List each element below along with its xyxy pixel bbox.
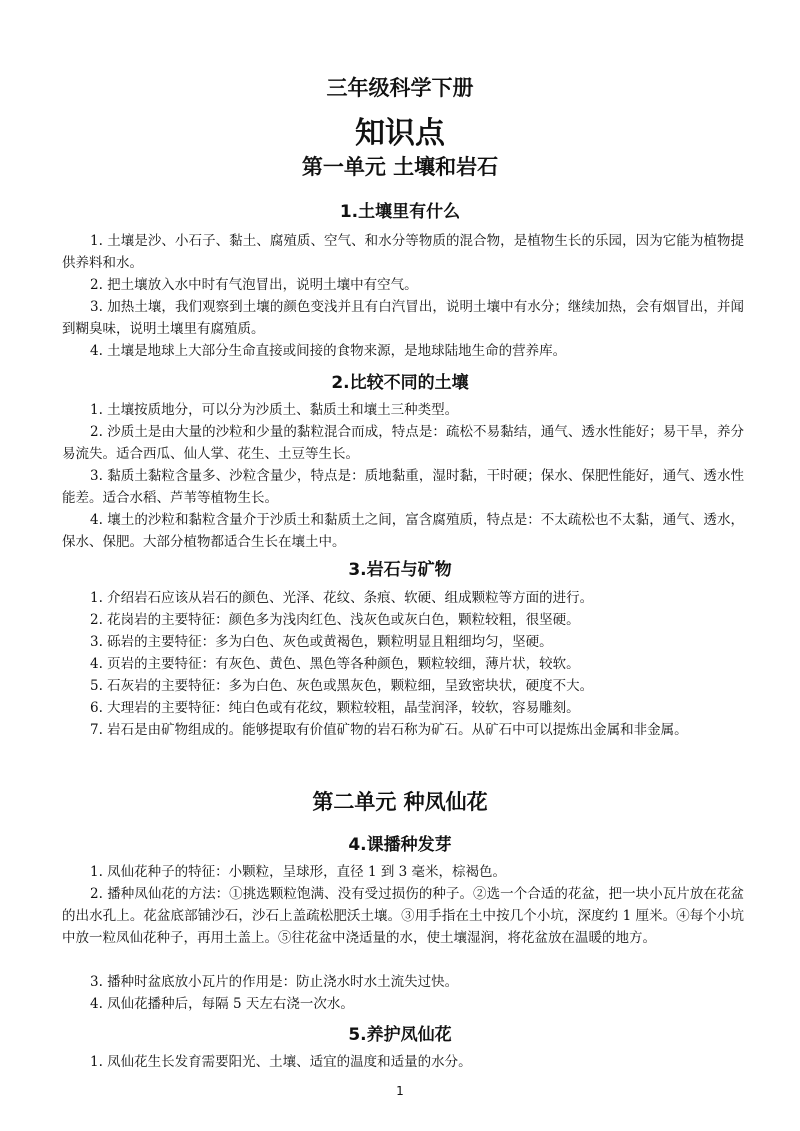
lesson1-heading: 1.土壤里有什么 <box>339 202 461 222</box>
lesson4-item-3: 3. 播种时盆底放小瓦片的作用是：防止浇水时水土流失过快。 <box>90 974 459 990</box>
lesson1-item-1: 1. 土壤是沙、小石子、黏土、腐殖质、空气、和水分等物质的混合物，是植物生长的乐园，因为它能为植物提供养料和水。 <box>62 233 744 271</box>
lesson4-item-1: 1. 凤仙花种子的特征：小颗粒，呈球形，直径 1 到 3 毫米，棕褐色。 <box>90 864 507 880</box>
lesson1-item-4: 4. 土壤是地球上大部分生命直接或间接的食物来源，是地球陆地生命的营养库。 <box>90 343 567 359</box>
lesson3-item-7: 7. 岩石是由矿物组成的。能够提取有价值矿物的岩石称为矿石。从矿石中可以提炼出金属和非金属。 <box>90 722 688 738</box>
lesson1-item-2: 2. 把土壤放入水中时有气泡冒出，说明土壤中有空气。 <box>90 277 418 293</box>
lesson3-heading: 3.岩石与矿物 <box>348 560 452 580</box>
lesson2-heading: 2.比较不同的土壤 <box>331 373 469 393</box>
lesson3-item-4: 4. 页岩的主要特征：有灰色、黄色、黑色等各种颜色，颗粒较细，薄片状，较软。 <box>90 656 580 672</box>
lesson2-item-3: 3. 黏质土黏粒含量多、沙粒含量少，特点是：质地黏重，湿时黏，干时硬；保水、保肥性能好，通气、透水性能差。适合水稻、芦苇等植物生长。 <box>62 468 744 506</box>
unit1-heading: 第一单元 土壤和岩石 <box>301 155 499 179</box>
lesson1-item-3: 3. 加热土壤，我们观察到土壤的颜色变浅并且有白汽冒出，说明土壤中有水分；继续加热，会有烟冒出，并闻到糊臭味，说明土壤里有腐殖质。 <box>62 299 744 337</box>
lesson3-item-3: 3. 砾岩的主要特征：多为白色、灰色或黄褐色，颗粒明显且粗细均匀，坚硬。 <box>90 634 553 650</box>
lesson4-heading: 4.课播种发芽 <box>348 835 452 855</box>
lesson4-item-2: 2. 播种凤仙花的方法：①挑选颗粒饱满、没有受过损伤的种子。②选一个合适的花盆，把一块小瓦片放在花盆的出水孔上。花盆底部铺沙石，沙石上盖疏松肥沃土壤。③用手指在土中按几个小坑，深度约 1 厘米。④每个小坑中放一粒凤仙花种子，再用土盖上。⑤往花盆中浇适量的水，使土壤湿润，将花盆放在温暖的地方。 <box>62 886 744 946</box>
document-title: 三年级科学下册 <box>326 76 474 100</box>
unit2-heading: 第二单元 种凤仙花 <box>312 790 488 814</box>
lesson2-item-1: 1. 土壤按质地分，可以分为沙质土、黏质土和壤土三种类型。 <box>90 402 459 418</box>
lesson5-heading: 5.养护凤仙花 <box>348 1025 452 1045</box>
lesson3-item-6: 6. 大理岩的主要特征：纯白色或有花纹，颗粒较粗，晶莹润泽，较软，容易雕刻。 <box>90 700 580 716</box>
document-subtitle: 知识点 <box>355 116 445 151</box>
lesson3-item-1: 1. 介绍岩石应该从岩石的颜色、光泽、花纹、条痕、软硬、组成颗粒等方面的进行。 <box>90 590 594 606</box>
lesson3-item-5: 5. 石灰岩的主要特征：多为白色、灰色或黑灰色，颗粒细，呈致密块状，硬度不大。 <box>90 678 594 694</box>
lesson2-item-2: 2. 沙质土是由大量的沙粒和少量的黏粒混合而成，特点是：疏松不易黏结，通气、透水性能好；易干旱，养分易流失。适合西瓜、仙人掌、花生、土豆等生长。 <box>62 424 744 462</box>
lesson5-item-1: 1. 凤仙花生长发育需要阳光、土壤、适宜的温度和适量的水分。 <box>90 1054 472 1070</box>
lesson4-item-4: 4. 凤仙花播种后，每隔 5 天左右浇一次水。 <box>90 996 354 1012</box>
lesson3-item-2: 2. 花岗岩的主要特征：颜色多为浅肉红色、浅灰色或灰白色，颗粒较粗，很坚硬。 <box>90 612 580 628</box>
lesson2-item-4: 4. 壤土的沙粒和黏粒含量介于沙质土和黏质土之间，富含腐殖质，特点是：不太疏松也不太黏，通气、透水，保水、保肥。大部分植物都适合生长在壤土中。 <box>62 512 744 550</box>
page-number: 1 <box>396 1084 404 1098</box>
